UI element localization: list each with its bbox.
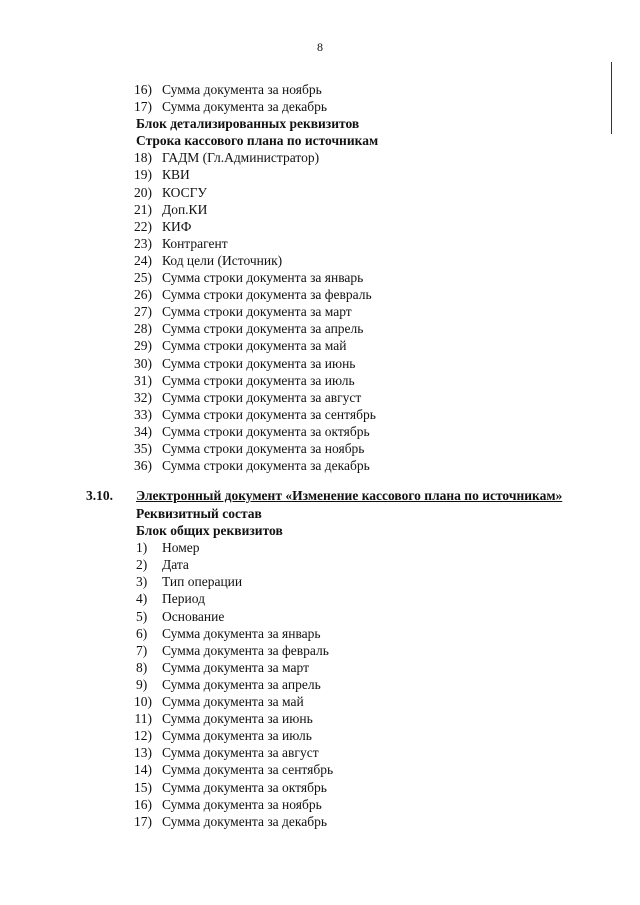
list-item-text: Сумма строки документа за март [162, 304, 352, 320]
list-item-text: Сумма документа за май [162, 694, 304, 710]
page-number: 8 [317, 40, 323, 54]
list-item-number: 17) [134, 99, 152, 115]
list-item [0, 573, 640, 590]
list-item [0, 218, 640, 235]
list-item-text: ГАДМ (Гл.Администратор) [162, 150, 320, 166]
heading-text: Строка кассового плана по источникам [136, 133, 379, 149]
list-item-number: 32) [134, 389, 152, 405]
list-item [0, 659, 640, 676]
list-item-number: 35) [134, 440, 152, 456]
list-item-text: Основание [162, 608, 225, 624]
section-3-10 [0, 487, 640, 830]
list-item-number: 16) [134, 82, 152, 97]
list-item [0, 625, 640, 642]
list-item-text: Доп.КИ [162, 201, 208, 217]
heading-requisite-composition [0, 505, 640, 522]
list-item-number: 23) [134, 235, 152, 251]
list-item [0, 166, 640, 183]
list-item [0, 744, 640, 761]
list-item-text: КОСГУ [162, 184, 207, 200]
list-item-number: 21) [134, 201, 152, 217]
list-item [0, 796, 640, 813]
list-item-text: КВИ [162, 167, 190, 183]
list-item [0, 355, 640, 372]
list-item-text: Сумма строки документа за июнь [162, 355, 356, 371]
list-item-text: Сумма документа за декабрь [162, 99, 328, 115]
list-item [0, 98, 640, 115]
list-item [0, 608, 640, 625]
list-item-number: 10) [134, 694, 152, 710]
list-item-text: Код цели (Источник) [162, 252, 283, 268]
list-item-number: 8) [136, 659, 148, 675]
list-item [0, 81, 640, 98]
list-item [0, 761, 640, 778]
list-item-number: 28) [134, 321, 152, 337]
list-item [0, 779, 640, 796]
list-item [0, 457, 640, 474]
list-item-number: 9) [136, 676, 148, 692]
list-item-text: КИФ [162, 218, 192, 234]
list-item-number: 6) [136, 625, 148, 641]
list-item-text: Сумма строки документа за сентябрь [162, 406, 376, 422]
list-item [0, 693, 640, 710]
list-item-text: Сумма документа за июнь [162, 711, 313, 727]
list-item-number: 22) [134, 218, 152, 234]
list-item-number: 4) [136, 591, 148, 607]
list-item [0, 727, 640, 744]
list-item-text: Сумма документа за февраль [162, 642, 329, 658]
list-item-text: Дата [162, 557, 189, 573]
list-item-text: Тип операции [162, 574, 243, 590]
list-item-text: Сумма строки документа за октябрь [162, 423, 370, 439]
list-item [0, 676, 640, 693]
list-item-number: 18) [134, 150, 152, 166]
list-item-number: 17) [134, 813, 152, 829]
heading-text: Реквизитный состав [136, 506, 262, 521]
list-item-number: 33) [134, 406, 152, 422]
list-item-text: Сумма строки документа за январь [162, 270, 364, 286]
list-item-text: Сумма документа за декабрь [162, 813, 328, 829]
list-item-text: Сумма документа за апрель [162, 676, 321, 692]
list-item-number: 19) [134, 167, 152, 183]
list-item [0, 286, 640, 303]
list-item-text: Номер [162, 540, 200, 556]
list-item-number: 26) [134, 287, 152, 303]
list-item-number: 1) [136, 540, 148, 556]
list-item-text: Сумма документа за сентябрь [162, 762, 334, 778]
list-item [0, 389, 640, 406]
list-item-text: Период [162, 591, 205, 607]
list-item-text: Сумма документа за март [162, 659, 309, 675]
list-item [0, 149, 640, 166]
section-items [0, 539, 640, 830]
list-item-text: Сумма строки документа за май [162, 338, 347, 354]
heading-cash-plan-row [0, 132, 640, 149]
list-item [0, 590, 640, 607]
items-a [0, 81, 640, 115]
top-list-block [0, 81, 640, 474]
list-item [0, 184, 640, 201]
list-item-number: 27) [134, 304, 152, 320]
list-item-number: 5) [136, 608, 148, 624]
list-item-text: Сумма документа за январь [162, 625, 321, 641]
list-item-text: Сумма документа за ноябрь [162, 82, 322, 97]
list-item-text: Сумма строки документа за ноябрь [162, 440, 365, 456]
list-item-text: Сумма документа за июль [162, 728, 312, 744]
list-item-number: 14) [134, 762, 152, 778]
heading-text: Блок детализированных реквизитов [136, 116, 360, 132]
heading-detail-block [0, 115, 640, 132]
list-item-number: 30) [134, 355, 152, 371]
list-item-number: 11) [134, 711, 152, 727]
section-heading [0, 487, 640, 505]
list-item-number: 7) [136, 642, 148, 658]
list-item-number: 29) [134, 338, 152, 354]
list-item-number: 13) [134, 745, 152, 761]
list-item [0, 406, 640, 423]
list-item [0, 235, 640, 252]
list-item-number: 2) [136, 557, 148, 573]
list-item-text: Сумма документа за октябрь [162, 779, 327, 795]
list-item [0, 337, 640, 354]
list-item [0, 710, 640, 727]
list-item [0, 423, 640, 440]
list-item-text: Сумма документа за август [162, 745, 319, 761]
items-b [0, 149, 640, 474]
list-item-number: 36) [134, 458, 152, 474]
list-item [0, 320, 640, 337]
list-item [0, 252, 640, 269]
list-item [0, 440, 640, 457]
list-item-number: 16) [134, 796, 152, 812]
list-item [0, 556, 640, 573]
list-item-number: 31) [134, 372, 152, 388]
list-item-text: Сумма строки документа за август [162, 389, 362, 405]
list-item-number: 34) [134, 423, 152, 439]
list-item [0, 201, 640, 218]
list-item [0, 303, 640, 320]
section-title: Электронный документ «Изменение кассового плана по источникам» [136, 488, 563, 503]
list-item [0, 539, 640, 556]
list-item-number: 25) [134, 270, 152, 286]
list-item-number: 24) [134, 252, 152, 268]
section-number: 3.10. [86, 488, 113, 503]
list-item [0, 372, 640, 389]
list-item-text: Сумма строки документа за декабрь [162, 458, 370, 474]
list-item-text: Сумма строки документа за февраль [162, 287, 372, 303]
list-item-number: 3) [136, 574, 148, 590]
list-item-text: Сумма строки документа за июль [162, 372, 355, 388]
list-item-number: 20) [134, 184, 152, 200]
list-item-text: Сумма документа за ноябрь [162, 796, 322, 812]
list-item-number: 15) [134, 779, 152, 795]
list-item [0, 813, 640, 830]
heading-common-block [0, 522, 640, 539]
list-item [0, 269, 640, 286]
heading-text: Блок общих реквизитов [136, 523, 283, 539]
list-item-number: 12) [134, 728, 152, 744]
list-item [0, 642, 640, 659]
list-item-text: Сумма строки документа за апрель [162, 321, 364, 337]
list-item-text: Контрагент [162, 235, 228, 251]
